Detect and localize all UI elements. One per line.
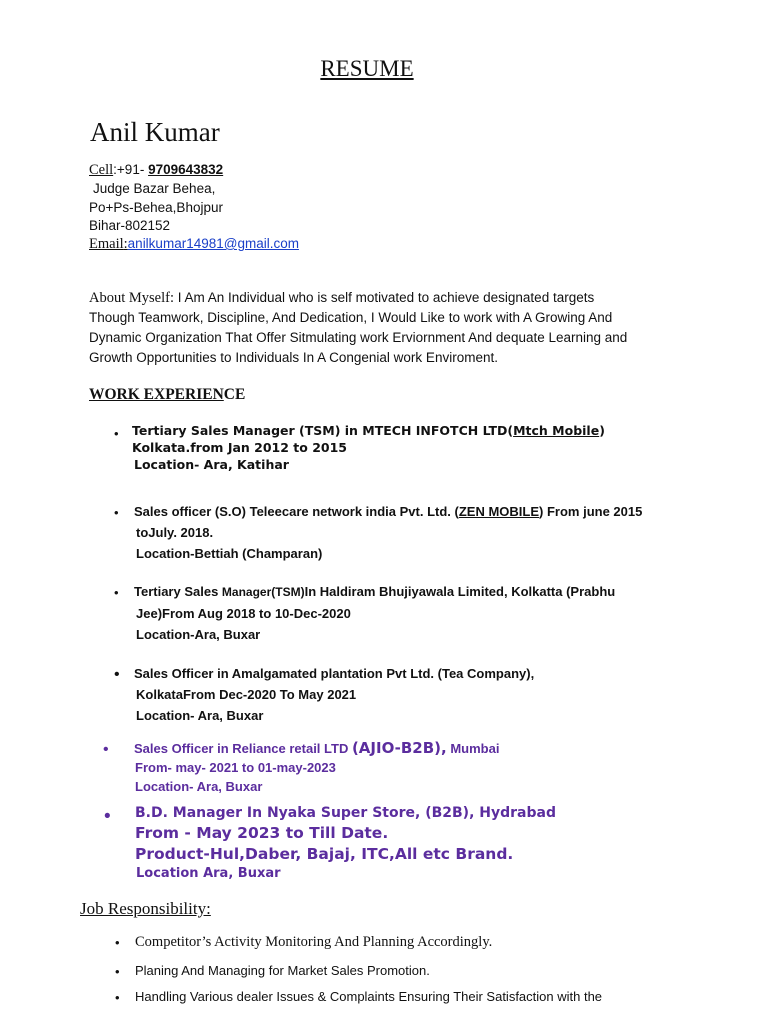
exp6-line4: Location Ara, Buxar	[136, 866, 281, 881]
exp4-line2: KolkataFrom Dec-2020 To May 2021	[136, 687, 357, 702]
about-text-1: I Am An Individual who is self motivated to achieve designated targets	[173, 290, 595, 305]
responsibility-item: Competitor’s Activity Monitoring And Planning Accordingly.	[135, 934, 493, 950]
email-link[interactable]: anilkumar14981@gmail.com	[127, 236, 299, 251]
exp5-line1-c: Mumbai	[446, 741, 500, 756]
address-line-1: Judge Bazar Behea,	[93, 181, 216, 196]
cell-label: Cell	[89, 162, 114, 178]
email-line	[89, 236, 299, 253]
experience-item-2	[134, 501, 642, 564]
exp4-line1: Sales Officer in Amalgamated plantation Pvt Ltd. (Tea Company),	[134, 666, 535, 681]
bullet-icon: •	[114, 505, 119, 520]
exp4-line3: Location- Ara, Buxar	[136, 708, 264, 723]
bullet-icon: •	[104, 806, 111, 827]
exp6-line1: B.D. Manager In Nyaka Super Store, (B2B), Hydrabad	[135, 805, 556, 821]
page-title: RESUME	[320, 56, 414, 81]
exp5-line2: From- may- 2021 to 01-may-2023	[135, 760, 336, 775]
address-line-2: Po+Ps-Behea,Bhojpur	[89, 200, 223, 215]
experience-item-6	[135, 804, 556, 883]
exp1-line2: Kolkata.from Jan 2012 to 2015	[132, 440, 347, 455]
about-line-2: Though Teamwork, Discipline, And Dedication, I Would Like to work with A Growing And	[89, 310, 613, 325]
bullet-icon: •	[115, 935, 120, 950]
experience-item-3	[134, 581, 615, 645]
exp2-line1-b: ZEN MOBILE	[458, 504, 540, 519]
cell-number: 9709643832	[148, 162, 224, 177]
cell-line	[89, 162, 223, 179]
about-line-4: Growth Opportunities to Individuals In A Congenial work Enviroment.	[89, 350, 498, 365]
email-label: Email	[89, 236, 124, 252]
work-experience-heading	[89, 386, 245, 404]
about-line-1	[89, 290, 594, 307]
bullet-icon: •	[114, 585, 119, 600]
bullet-icon: •	[103, 741, 109, 758]
responsibility-item: Planing And Managing for Market Sales Promotion.	[135, 963, 430, 978]
email-colon: :	[123, 236, 128, 252]
exp6-line3: Product-Hul,Daber, Bajaj, ITC,All etc Brand.	[135, 845, 514, 863]
experience-item-5	[134, 739, 499, 796]
bullet-icon: •	[114, 426, 119, 441]
exp1-line1-b: Mtch Mobile	[513, 423, 600, 438]
exp3-line1-a: Tertiary Sales	[134, 584, 222, 599]
about-label: About Myself:	[89, 290, 174, 306]
job-responsibility-heading: Job Responsibility:	[80, 899, 211, 918]
exp5-line3: Location- Ara, Buxar	[135, 779, 263, 794]
exp3-line2: Jee)From Aug 2018 to 10-Dec-2020	[136, 606, 351, 621]
exp1-line1-c: )	[599, 423, 605, 438]
candidate-name: Anil Kumar	[90, 117, 220, 147]
experience-item-4	[134, 663, 534, 726]
exp2-line2: toJuly. 2018.	[136, 525, 214, 540]
responsibility-item: Handling Various dealer Issues & Complaints Ensuring Their Satisfaction with the	[135, 989, 603, 1004]
work-experience-heading-underlined: WORK EXPERIEN	[89, 386, 224, 403]
work-experience-heading-rest: CE	[223, 386, 246, 403]
exp2-line1-c: ) From june 2015	[539, 504, 643, 519]
about-line-3: Dynamic Organization That Offer Sitmulating work Erviornment And dequate Learning and	[89, 330, 628, 345]
bullet-icon: •	[115, 964, 120, 979]
bullet-icon: •	[115, 990, 120, 1005]
exp1-line1-a: Tertiary Sales Manager (TSM) in MTECH INFOTCH LTD(	[132, 423, 514, 438]
exp2-line3: Location-Bettiah (Champaran)	[136, 546, 323, 561]
exp3-line3: Location-Ara, Buxar	[136, 627, 261, 642]
cell-prefix: :+91-	[113, 162, 149, 177]
exp1-line3: Location- Ara, Katihar	[134, 457, 289, 472]
experience-item-1	[132, 422, 605, 473]
exp2-line1-a: Sales officer (S.O) Teleecare network india Pvt. Ltd. (	[134, 504, 459, 519]
exp5-line1-a: Sales Officer in Reliance retail LTD	[134, 741, 352, 756]
exp3-line1-b: Manager(TSM)	[221, 585, 305, 599]
address-line-3: Bihar-802152	[89, 218, 171, 233]
bullet-icon: •	[114, 666, 120, 683]
exp6-line2: From - May 2023 to Till Date.	[135, 824, 389, 842]
exp5-line1-b: (AJIO-B2B),	[351, 739, 447, 757]
exp3-line1-c: In Haldiram Bhujiyawala Limited, Kolkatta (Prabhu	[304, 584, 616, 599]
